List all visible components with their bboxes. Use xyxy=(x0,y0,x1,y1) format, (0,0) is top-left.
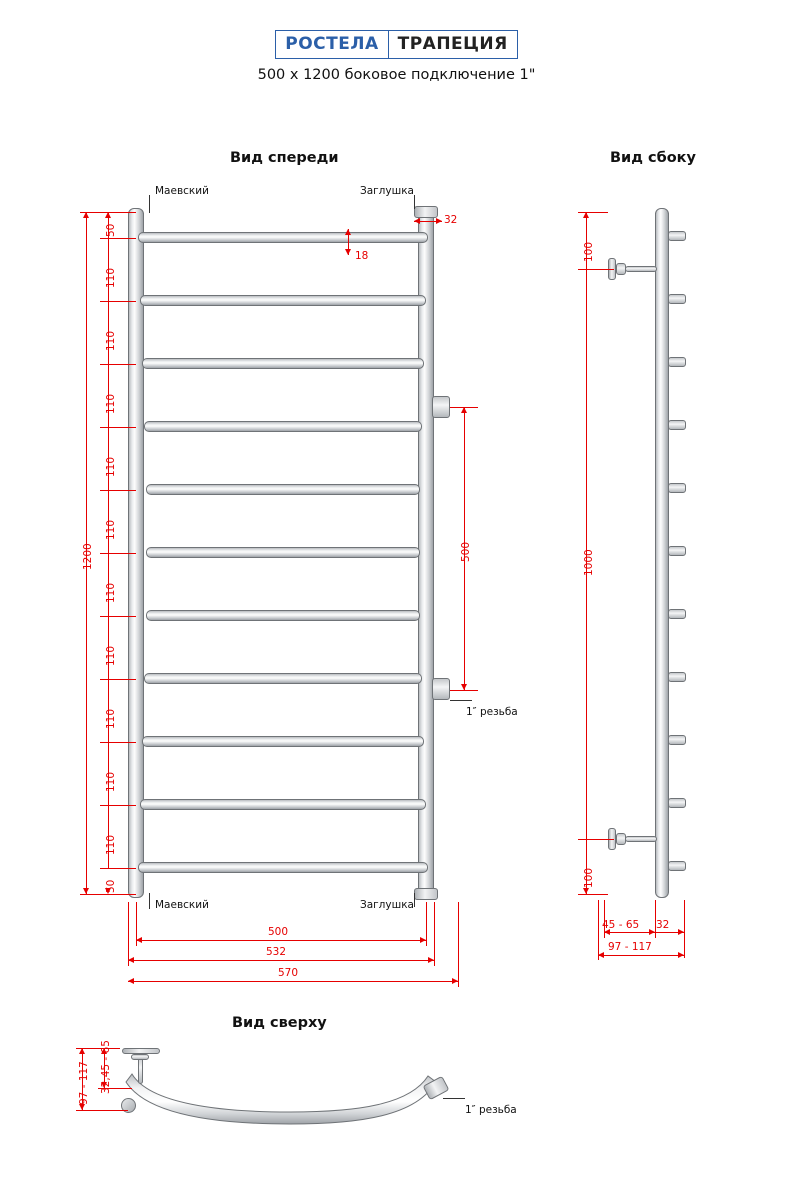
side-rung-stub xyxy=(668,798,686,808)
dim-ext-line xyxy=(100,742,136,743)
side-rung-stub xyxy=(668,735,686,745)
side-vertical-pipe xyxy=(655,208,669,898)
cap-bottom-leader xyxy=(414,893,415,907)
front-rung xyxy=(142,358,424,369)
brand-model: ТРАПЕЦИЯ xyxy=(397,34,508,54)
front-top-cap xyxy=(414,206,438,218)
dim-width-outer-text: 570 xyxy=(278,967,299,979)
dim-ext-line xyxy=(598,900,599,960)
front-rung xyxy=(146,484,420,495)
dim-ext-line xyxy=(684,900,685,958)
dim-chain-line xyxy=(108,212,109,868)
top-view-bracket-stem xyxy=(138,1056,143,1084)
side-dim-pipe-offset-text: 32 xyxy=(656,919,670,931)
maevsky-top-leader xyxy=(149,195,150,213)
side-bottom-bracket-flange xyxy=(616,833,626,845)
side-rung-stub xyxy=(668,231,686,241)
side-rung-stub xyxy=(668,294,686,304)
dim-arrow xyxy=(452,978,458,984)
cap-top-label: Заглушка xyxy=(360,185,414,197)
dim-ext-line xyxy=(100,238,136,239)
side-rung-stub xyxy=(668,672,686,682)
dim-step: 110 xyxy=(105,330,117,351)
dim-ext-line xyxy=(100,616,136,617)
dim-total-height-text: 1200 xyxy=(82,543,94,570)
dim-arrow xyxy=(583,212,589,218)
dim-arrow xyxy=(428,957,434,963)
side-view-title: Вид сбоку xyxy=(610,150,696,166)
front-rung xyxy=(146,547,420,558)
dim-arrow xyxy=(461,684,467,690)
dim-step: 110 xyxy=(105,519,117,540)
dim-arrow xyxy=(649,929,655,935)
dim-ext-line xyxy=(80,894,110,895)
dim-arrow xyxy=(678,929,684,935)
dim-ext-line xyxy=(100,427,136,428)
dim-arrow xyxy=(678,952,684,958)
top-view-body xyxy=(110,1070,470,1140)
dim-ext-line xyxy=(100,679,136,680)
front-rung xyxy=(144,421,422,432)
side-bottom-bracket-arm xyxy=(625,836,657,842)
product-subtitle: 500 х 1200 боковое подключение 1" xyxy=(257,67,536,83)
dim-width-mid-text: 532 xyxy=(266,946,287,958)
dim-tube-dia-text: 18 xyxy=(355,250,369,262)
dim-connection-spacing-text: 500 xyxy=(460,541,472,562)
dim-ext-line xyxy=(100,364,136,365)
dim-ext-line xyxy=(426,902,427,946)
dim-arrow xyxy=(128,978,134,984)
dim-step: 110 xyxy=(105,267,117,288)
dim-arrow xyxy=(598,952,604,958)
front-rung xyxy=(140,799,426,810)
dim-arrow xyxy=(414,218,420,224)
brand-badge xyxy=(275,30,518,59)
side-rung-stub xyxy=(668,357,686,367)
side-dim-top-bracket: 100 xyxy=(583,241,595,262)
dim-arrow xyxy=(136,937,142,943)
dim-step: 110 xyxy=(105,393,117,414)
dim-arrow xyxy=(83,212,89,218)
dim-ext-line xyxy=(100,553,136,554)
dim-ext-line xyxy=(100,301,136,302)
dim-ext-line xyxy=(578,839,614,840)
dim-ext-line xyxy=(458,902,459,987)
dim-step: 110 xyxy=(105,645,117,666)
dim-ext-line xyxy=(450,690,478,691)
front-lower-connection xyxy=(432,678,450,700)
side-rung-stub xyxy=(668,546,686,556)
side-dim-total-depth-text: 97 - 117 xyxy=(608,941,652,953)
dim-ext-line xyxy=(578,269,614,270)
maevsky-bottom-leader xyxy=(149,893,150,909)
dim-ext-line xyxy=(100,490,136,491)
cap-top-leader xyxy=(414,195,415,209)
dim-step: 110 xyxy=(105,582,117,603)
top-dim-bracket-depth-text: 32,45 - 65 xyxy=(100,1040,112,1094)
dim-width-inner-line xyxy=(136,940,426,941)
front-rung xyxy=(142,736,424,747)
maevsky-bottom-label: Маевский xyxy=(155,899,209,911)
top-view-bracket-flange xyxy=(131,1054,149,1060)
side-rung-stub xyxy=(668,420,686,430)
dim-bottom-offset: 50 xyxy=(105,879,117,893)
front-rung xyxy=(138,232,428,243)
dim-arrow xyxy=(583,888,589,894)
dim-arrow xyxy=(436,218,442,224)
side-dim-bottom-bracket: 100 xyxy=(583,867,595,888)
dim-ext-line xyxy=(578,894,608,895)
front-rung xyxy=(138,862,428,873)
dim-ext-line xyxy=(76,1110,128,1111)
dim-ext-line xyxy=(100,805,136,806)
dim-arrow xyxy=(420,937,426,943)
dim-width-mid-line xyxy=(128,960,434,961)
side-rung-stub xyxy=(668,861,686,871)
front-bottom-cap xyxy=(414,888,438,900)
brand-header xyxy=(0,30,793,59)
side-top-bracket-arm xyxy=(625,266,657,272)
front-view-title: Вид спереди xyxy=(230,150,339,166)
front-rung xyxy=(144,673,422,684)
top-dim-total-depth-text: 97 - 117 xyxy=(78,1061,90,1105)
dim-arrow xyxy=(345,249,351,255)
top-thread-leader xyxy=(443,1098,465,1099)
front-rung xyxy=(140,295,426,306)
dim-ext-line xyxy=(434,902,435,966)
dim-step: 110 xyxy=(105,456,117,477)
dim-width-outer-line xyxy=(128,981,458,982)
dim-step: 110 xyxy=(105,834,117,855)
top-thread-label: 1″ резьба xyxy=(465,1104,517,1116)
top-view-title: Вид сверху xyxy=(232,1015,327,1031)
side-dim-total-depth-line xyxy=(598,955,684,956)
cap-bottom-label: Заглушка xyxy=(360,899,414,911)
dim-cap-width-text: 32 xyxy=(444,214,458,226)
dim-top-offset: 50 xyxy=(105,223,117,237)
dim-arrow xyxy=(128,957,134,963)
dim-arrow xyxy=(461,407,467,413)
dim-step: 110 xyxy=(105,771,117,792)
side-rung-stub xyxy=(668,609,686,619)
dim-ext-line xyxy=(100,868,136,869)
front-right-vertical-pipe xyxy=(418,208,434,898)
maevsky-top-label: Маевский xyxy=(155,185,209,197)
side-top-bracket-flange xyxy=(616,263,626,275)
side-dim-bracket-depth-text: 45 - 65 xyxy=(602,919,640,931)
side-rung-stub xyxy=(668,483,686,493)
dim-arrow xyxy=(345,229,351,235)
front-thread-label: 1″ резьба xyxy=(466,706,518,718)
side-dim-depth-line xyxy=(604,932,684,933)
dim-arrow xyxy=(79,1048,85,1054)
front-rung xyxy=(146,610,420,621)
brand-name: РОСТЕЛА xyxy=(276,31,388,58)
dim-width-inner-text: 500 xyxy=(268,926,289,938)
dim-step: 110 xyxy=(105,708,117,729)
dim-arrow xyxy=(83,888,89,894)
front-thread-leader xyxy=(450,700,472,701)
front-upper-connection xyxy=(432,396,450,418)
side-dim-span: 1000 xyxy=(583,549,595,576)
